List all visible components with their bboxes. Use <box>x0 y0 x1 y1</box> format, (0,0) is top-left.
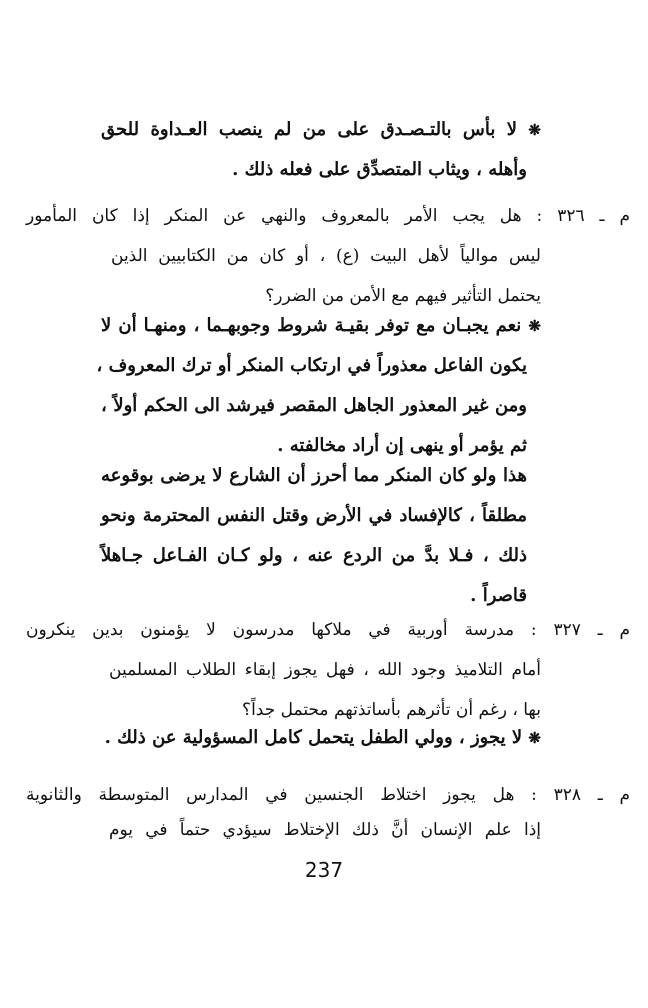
text-line: إذا علم الإنسان أنَّ ذلك الإختلاط سيؤدي حتماً في يوم <box>109 820 541 840</box>
text-line: يكون الفاعل معذوراً في ارتكاب المنكر أو ترك المعروف ، <box>96 355 527 376</box>
asterisk-icon: ❋ <box>528 121 541 139</box>
text-line: ذلك ، فـلا بدَّ من الردع عنه ، ولو كـان الفـاعل جـاهلاً <box>101 545 527 566</box>
text-line: ومن غير المعذور الجاهل المقصر فيرشد الى الحكم أولاً ، <box>101 395 527 416</box>
text-line: هذا ولو كان المنكر مما أحرز أن الشارع لا يرضى بوقوعه <box>101 465 527 486</box>
text-line: قاصراً . <box>470 585 527 606</box>
text-line: م ـ ٣٢٨ : هل يجوز اختلاط الجنسين في المدارس المتوسطة والثانوية <box>26 785 630 805</box>
question-number: م ـ ٣٢٨ : <box>531 785 630 805</box>
text-line: ❋ لا يجوز ، وولي الطفل يتحمل كامل المسؤولية عن ذلك . <box>104 727 541 748</box>
question-327 <box>26 610 630 650</box>
text-line: ❋ لا بأس بالتـصـدق على من لم ينصب العـداوة للحق <box>101 119 541 140</box>
text-line: م ـ ٣٢٧ : مدرسة أوربية في ملاكها مدرسون لا يؤمنون بدين ينكرون <box>26 620 630 640</box>
question-326-cont <box>111 236 541 316</box>
answer-326 <box>96 306 541 466</box>
text-line: بها ، رغم أن تأثرهم بأساتذتهم محتمل جداً؟ <box>242 700 541 720</box>
text-line: ثم يؤمر أو ينهى إن أراد مخالفته . <box>277 435 527 456</box>
text-line: م ـ ٣٢٦ : هل يجب الأمر بالمعروف والنهي عن المنكر إذا كان المأمور <box>26 206 630 226</box>
text-line: ❋ نعم يجبـان مع توفر بقيـة شروط وجوبهـما ، ومنهـا أن لا <box>101 315 541 336</box>
question-326 <box>26 196 630 236</box>
question-328 <box>26 775 630 815</box>
answer-previous <box>101 110 541 190</box>
text-line: مطلقاً ، كالإفساد في الأرض وقتل النفس المحترمة ونحو <box>101 505 527 526</box>
asterisk-icon: ❋ <box>528 729 541 747</box>
answer-327 <box>101 718 541 758</box>
text-line: أمام التلاميذ وجود الله ، فهل يجوز إبقاء الطلاب المسلمين <box>109 660 541 680</box>
answer-326-paragraph-2 <box>101 456 527 616</box>
page-number: 237 <box>304 858 344 882</box>
text-line: وأهله ، ويثاب المتصدِّق على فعله ذلك . <box>232 159 527 180</box>
text-line: ليس موالياً لأهل البيت (ع) ، أو كان من الكتابيين الذين <box>111 246 541 266</box>
text-line: يحتمل التأثير فيهم مع الأمن من الضرر؟ <box>265 286 541 306</box>
question-328-cont <box>109 810 541 850</box>
question-number: م ـ ٣٢٧ : <box>530 620 630 640</box>
asterisk-icon: ❋ <box>528 317 541 335</box>
question-number: م ـ ٣٢٦ : <box>536 206 630 226</box>
